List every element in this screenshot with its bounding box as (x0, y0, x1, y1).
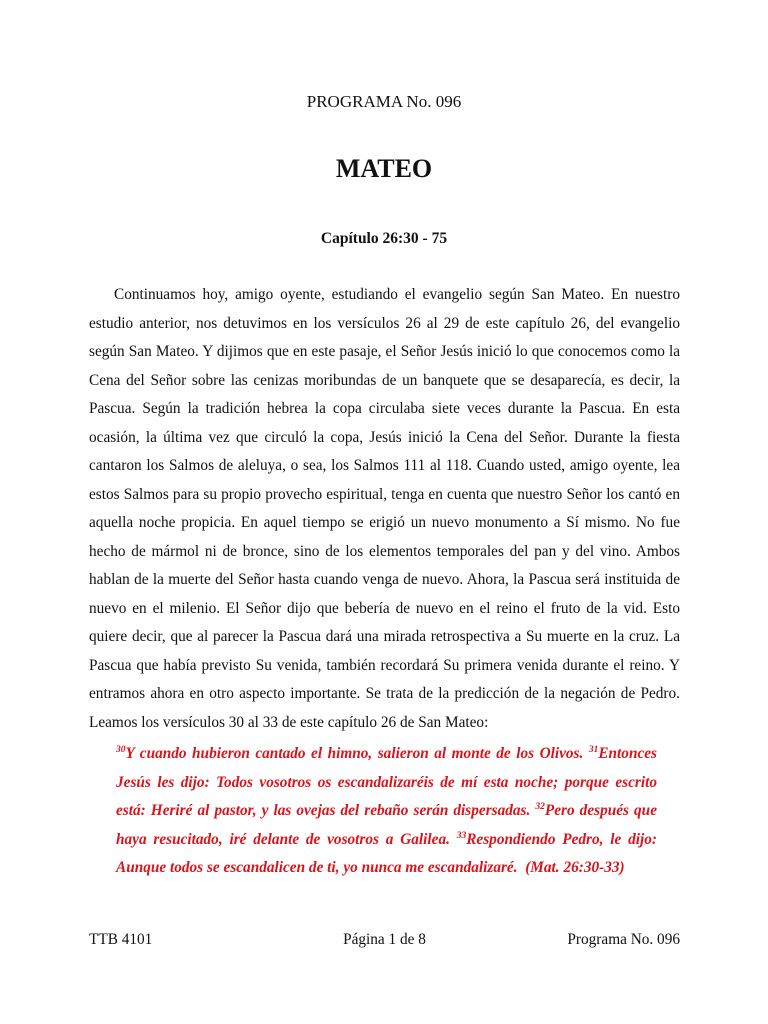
program-title: PROGRAMA No. 096 (306, 92, 462, 111)
body-paragraph: Continuamos hoy, amigo oyente, estudiando el evangelio según San Mateo. En nuestro estudio anterior, nos detuvimos en los versículos 26 al 29 de este capítulo 26, del evangelio según San Mateo. Y dijimos que en este pasaje, el Señor Jesús inició lo que conocemos como la Cena del Señor sobre las cenizas moribundas de un banquete que se desaparecía, es decir, la Pascua. Según la tradición hebrea la copa circulaba siete veces durante la Pascua. En esta ocasión, la última vez que circuló la copa, Jesús inició la Cena del Señor. Durante la fiesta cantaron los Salmos de aleluya, o sea, los Salmos 111 al 118. Cuando usted, amigo oyente, lea estos Salmos para su propio provecho espiritual, tenga en cuenta que nuestro Señor los cantó en aquella noche propicia. En aquel tiempo se erigió un nuevo monumento a Sí mismo. No fue hecho de mármol ni de bronce, sino de los elementos temporales del pan y del vino. Ambos hablan de la muerte del Señor hasta cuando venga de nuevo. Ahora, la Pascua será instituida de nuevo en el milenio. El Señor dijo que bebería de nuevo en el reino el fruto de la vid. Esto quiere decir, que al parecer la Pascua dará una mirada retrospectiva a Su muerte en la cruz. La Pascua que había previsto Su venida, también recordará Su primera venida durante el reino. Y entramos ahora en otro aspecto importante. Se trata de la predicción de la negación de Pedro. Leamos los versículos 30 al 33 de este capítulo 26 de San Mateo: (89, 286, 680, 731)
scripture-reference: (Mat. 26:30-33) (525, 859, 625, 876)
verse-text: Entonces Jesús les dijo: Todos vosotros os escandalizaréis de mí esta noche; porque escrito está: Heriré al pastor, y las ovejas del rebaño serán dispersadas. (116, 745, 657, 819)
book-title: MATEO (335, 154, 433, 183)
verse-text: Pero después que haya resucitado, iré delante de vosotros a Galilea. (116, 802, 657, 848)
scripture-quote (116, 740, 657, 883)
chapter-heading: Capítulo 26:30 - 75 (320, 230, 448, 247)
verse-number: 30 (116, 745, 126, 755)
footer-program-number: Programa No. 096 (567, 931, 680, 948)
verse-number: 31 (588, 745, 599, 755)
page-footer (89, 931, 680, 953)
verse-number: 32 (535, 802, 545, 812)
footer-document-code: TTB 4101 (89, 931, 153, 948)
verse-text: Respondiendo Pedro, le dijo: Aunque todos se escandalicen de ti, yo nunca me escandalizaré. (116, 830, 657, 876)
verse-text: Y cuando hubieron cantado el himno, salieron al monte de los Olivos. (125, 745, 589, 762)
footer-page-number: Página 1 de 8 (343, 931, 426, 948)
verse-number: 33 (456, 830, 467, 841)
